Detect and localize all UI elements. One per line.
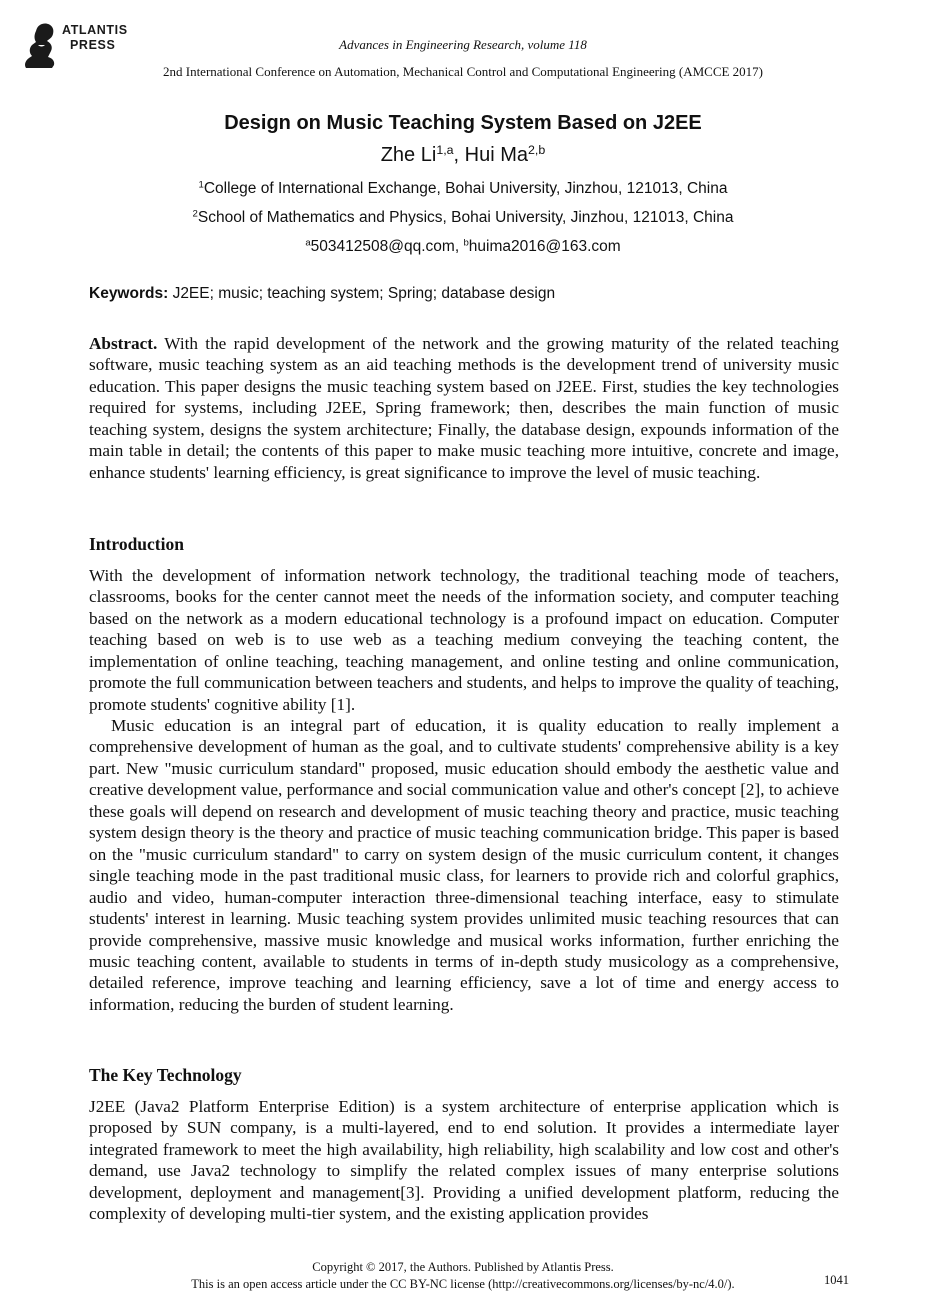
abstract-text: With the rapid development of the network and the growing maturity of the related teaching software, music teaching system as an aid teaching methods is the development trend of university music education. This paper designs the music teaching system based on J2EE. First, studies the key technologies required for systems, including J2EE, Spring framework; then, describes the main function of music teaching system, designs the system architecture; Finally, the database design, expounds information of the main table in detail; the contents of this paper to make music teaching more intuitive, concrete and image, enhance students' learning efficiency, is great significance to improve the level of music teaching. xyxy=(89,334,839,482)
email-link[interactable]: 503412508@qq.com xyxy=(310,238,455,255)
affiliation-superscript: 1 xyxy=(198,179,204,191)
footer-license: This is an open access article under the CC BY-NC license (http://creativecommons.org/licenses/by-nc/4.0/). xyxy=(191,1277,735,1291)
email-superscript: a xyxy=(305,237,311,249)
abstract-label: Abstract. xyxy=(89,334,158,353)
affiliation-text: School of Mathematics and Physics, Bohai University, Jinzhou, 121013, China xyxy=(197,209,734,226)
affiliation-2 xyxy=(0,209,926,227)
page-number: 1041 xyxy=(824,1273,849,1287)
author-superscript: 1,a xyxy=(436,143,454,158)
section-heading-introduction: Introduction xyxy=(89,534,184,554)
introduction-paragraph-1: With the development of information network technology, the traditional teaching mode of teachers, classrooms, books for the center cannot meet the needs of the information society, and computer teaching based on the network as a modern educational technology is a profound impact on education. Computer teaching based on web is to use web as a teaching medium conveying the teaching content, the implementation of online teaching, teaching management, and online testing and online communication, promote the full communication between teachers and students, and helps to improve the quality of teaching, promote students' cognitive ability [1]. xyxy=(89,566,839,714)
author-emails xyxy=(0,238,926,256)
email-superscript: b xyxy=(463,237,469,249)
paper-title: Design on Music Teaching System Based on J2EE xyxy=(224,112,702,134)
section-heading-key-technology: The Key Technology xyxy=(89,1065,242,1085)
keywords xyxy=(89,285,555,303)
keywords-text: J2EE; music; teaching system; Spring; database design xyxy=(172,285,556,302)
abstract-paragraph xyxy=(89,333,839,483)
logo-line-2: PRESS xyxy=(70,38,116,52)
author-name: Zhe Li xyxy=(380,144,437,166)
author-list xyxy=(0,144,926,167)
conference-header: 2nd International Conference on Automation, Mechanical Control and Computational Engineering (AMCCE 2017) xyxy=(162,64,764,79)
introduction-paragraph-2: Music education is an integral part of education, it is quality education to really implement a comprehensive development of human as the goal, and to cultivate students' comprehensive ability is a key part. New "music curriculum standard" proposed, music education should embody the aesthetic value and creative development value, performance and social communication value and other's concept [2], to achieve these goals will depend on research and development of music teaching theory and practice, music teaching system design theory is the theory and practice of music teaching communication bridge. This paper is based on the "music curriculum standard" to carry on system design of the music curriculum content, it changes single teaching mode in the past traditional music class, for learners to provide rich and colorful graphics, audio and video, human-computer interaction three-dimensional teaching interface, easy to stimulate students' interest in learning. Music teaching system provides unlimited music teaching resources that can provide comprehensive, massive music knowledge and musical works information, further enriching the music teaching content, available to students in terms of in-depth study musicology as a comprehensive, detailed reference, improve teaching and learning efficiency, save a lot of time and energy access to information, reducing the burden of student learning. xyxy=(89,716,839,1014)
keywords-label: Keywords: xyxy=(89,285,169,302)
author-name: Hui Ma xyxy=(464,144,529,166)
key-technology-paragraph-1: J2EE (Java2 Platform Enterprise Edition) is a system architecture of enterprise application which is proposed by SUN company, is a multi-layered, end to end solution. It provides a intermediate layer integrated framework to meet the high availability, high reliability, high scalability and low cost and other's demand, use Java2 technology to simplify the related complex issues of many enterprise solutions development, deployment and management[3]. Providing a unified development platform, reducing the complexity of developing multi-tier system, and the existing application provides xyxy=(89,1097,839,1224)
author-superscript: 2,b xyxy=(528,143,546,158)
affiliation-superscript: 2 xyxy=(192,208,198,220)
footer-copyright: Copyright © 2017, the Authors. Published by Atlantis Press. xyxy=(312,1260,614,1274)
email-link[interactable]: huima2016@163.com xyxy=(468,238,621,255)
email-separator: , xyxy=(454,238,464,255)
logo-line-1: ATLANTIS xyxy=(62,23,128,37)
affiliation-1 xyxy=(0,180,926,198)
journal-header: Advances in Engineering Research, volume 118 xyxy=(339,37,587,52)
affiliation-text: College of International Exchange, Bohai University, Jinzhou, 121013, China xyxy=(203,180,728,197)
author-separator: , xyxy=(453,144,465,166)
